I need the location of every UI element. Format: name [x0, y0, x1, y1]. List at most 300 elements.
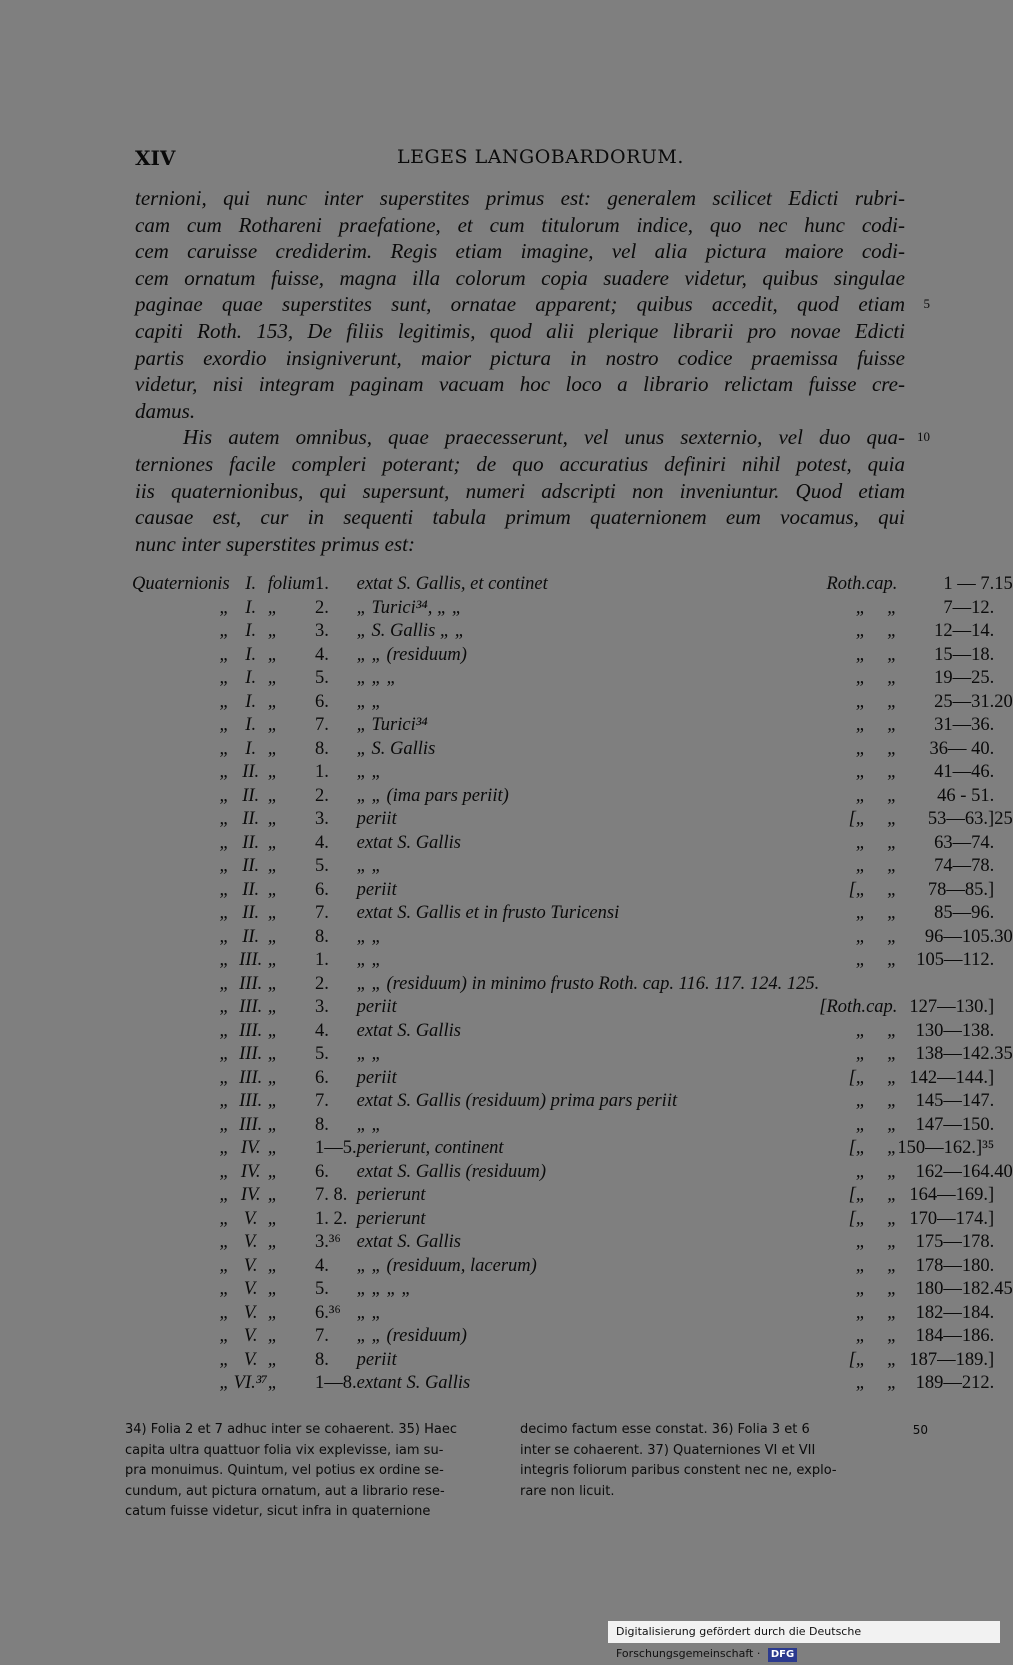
- folium-label: „: [267, 997, 279, 1018]
- quaternion-number: III.: [239, 1091, 263, 1112]
- source-label: „: [855, 691, 867, 712]
- page-header: [135, 146, 910, 170]
- folium-description: „ „: [356, 856, 382, 877]
- intro-line: damus.: [135, 398, 196, 423]
- quaternion-number: II.: [242, 856, 260, 877]
- folium-label: „: [267, 738, 279, 759]
- folium-number: 1.: [315, 762, 329, 783]
- chapter-label: „: [887, 668, 898, 689]
- folium-label: „: [267, 1208, 279, 1229]
- chapter-label: „: [887, 1208, 898, 1229]
- folium-description: „ „ (residuum): [356, 644, 467, 665]
- row-label: „: [219, 1185, 230, 1206]
- source-label: „: [855, 832, 867, 853]
- chapter-label: „: [887, 856, 898, 877]
- folium-description: „ „ „ „: [356, 1279, 412, 1300]
- page-number: XIV: [135, 146, 176, 170]
- source-label: [„: [848, 879, 867, 900]
- table-row: [132, 667, 1013, 691]
- intro-line: cam cum Rothareni praefatione, et cum titulorum indice, quo nec hunc codi-: [135, 212, 905, 237]
- chapter-range: 145—147.: [915, 1091, 995, 1112]
- folium-description: „ Turici³⁴: [356, 715, 428, 736]
- row-label: Quaternionis: [132, 574, 230, 595]
- table-row: [132, 902, 1013, 926]
- line-number: [994, 761, 1013, 785]
- chapter-label: „: [887, 1373, 898, 1394]
- line-number: [994, 1090, 1013, 1114]
- chapter-label: „: [887, 950, 898, 971]
- folium-label: „: [267, 644, 279, 665]
- line-number: [994, 1231, 1013, 1255]
- source-label: „: [855, 1302, 867, 1323]
- footnote-line: integris foliorum paribus constent nec ne, explo-: [520, 1463, 837, 1478]
- chapter-label: „: [887, 1044, 898, 1065]
- source-label: „: [855, 644, 867, 665]
- intro-line: videtur, nisi integram paginam vacuam hoc loco a librario relictam fuisse cre-: [135, 372, 905, 397]
- row-label: „: [219, 1232, 230, 1253]
- line-number: [994, 1208, 1013, 1232]
- folium-label: „: [267, 1279, 279, 1300]
- folium-label: folium: [267, 574, 315, 595]
- quaternion-number: II.: [242, 879, 260, 900]
- intro-line-wrap: [135, 424, 930, 451]
- folium-number: 2.: [315, 785, 329, 806]
- source-label: „: [855, 1114, 867, 1135]
- chapter-range: 105—112.: [916, 950, 995, 971]
- quaternion-number: III.: [239, 950, 263, 971]
- folium-description: extat S. Gallis: [356, 1020, 461, 1041]
- chapter-range: 25—31.: [934, 691, 995, 712]
- quaternion-number: II.: [242, 762, 260, 783]
- folium-label: „: [267, 715, 279, 736]
- row-label: „: [219, 1091, 230, 1112]
- quaternion-number: V.: [243, 1208, 258, 1229]
- folium-label: „: [267, 1302, 279, 1323]
- chapter-label: „: [887, 1185, 898, 1206]
- chapter-range: [897, 973, 994, 997]
- folium-description: perierunt, continent: [356, 1138, 504, 1159]
- line-number: [994, 1302, 1013, 1326]
- chapter-range: 31—36.: [934, 715, 995, 736]
- row-label: „: [219, 738, 230, 759]
- chapter-range: 130—138.: [915, 1020, 995, 1041]
- quaternion-number: V.: [243, 1349, 258, 1370]
- folium-description: extat S. Gallis: [356, 832, 461, 853]
- chapter-label: „: [887, 1020, 898, 1041]
- footnote-line: catum fuisse videtur, sicut infra in quaternione: [125, 1504, 431, 1519]
- row-label: „: [219, 856, 230, 877]
- source-label: „: [855, 926, 867, 947]
- folium-description: periit: [356, 809, 397, 830]
- chapter-label: „: [887, 1279, 898, 1300]
- source-label: [„: [848, 1349, 867, 1370]
- folium-description: „ „: [356, 762, 382, 783]
- source-label: [819, 973, 866, 997]
- line-number: 10: [917, 429, 930, 445]
- folium-description: „ „: [356, 1114, 382, 1135]
- source-label: [„: [848, 1067, 867, 1088]
- chapter-label: cap.: [866, 997, 898, 1018]
- folium-description: periit: [356, 879, 397, 900]
- table-row: [132, 1231, 1013, 1255]
- quaternion-number: II.: [242, 926, 260, 947]
- line-number: [994, 620, 1013, 644]
- source-label: Roth.: [826, 574, 867, 595]
- source-label: „: [855, 1232, 867, 1253]
- folium-description: extant S. Gallis: [356, 1373, 471, 1394]
- table-row: [132, 1349, 1013, 1373]
- chapter-label: „: [887, 1349, 898, 1370]
- intro-line: nunc inter superstites primus est:: [135, 531, 415, 556]
- line-number: 20: [994, 691, 1013, 712]
- quaternion-number: III.: [239, 1020, 263, 1041]
- chapter-range: 180—182.: [915, 1279, 995, 1300]
- chapter-range: 162—164.: [915, 1161, 995, 1182]
- folium-label: „: [267, 1349, 279, 1370]
- quaternion-number: I.: [245, 621, 257, 642]
- chapter-range: 96—105.: [924, 926, 995, 947]
- row-label: „: [219, 644, 230, 665]
- folium-label: „: [267, 1232, 279, 1253]
- source-label: „: [855, 1326, 867, 1347]
- table-row: [132, 738, 1013, 762]
- chapter-range: 184—186.: [915, 1326, 995, 1347]
- folium-description: periit: [356, 1349, 397, 1370]
- row-label: „: [219, 1044, 230, 1065]
- intro-text: [135, 185, 930, 557]
- folium-description: „ „: [356, 1044, 382, 1065]
- line-number: 50: [912, 1423, 928, 1437]
- source-label: „: [855, 762, 867, 783]
- table-row: [132, 597, 1013, 621]
- row-label: „: [219, 1326, 230, 1347]
- folium-label: „: [267, 879, 279, 900]
- line-number: [994, 1114, 1013, 1138]
- folium-description: „ „ (ima pars periit): [356, 785, 509, 806]
- folium-label: „: [267, 1326, 279, 1347]
- line-number: [994, 1137, 1013, 1161]
- intro-line: ternioni, qui nunc inter superstites primus est: generalem scilicet Edicti rubri-: [135, 186, 905, 210]
- table-row: [132, 1184, 1013, 1208]
- source-label: „: [855, 903, 867, 924]
- table-row: [132, 620, 1013, 644]
- folium-description: „ „: [356, 950, 382, 971]
- folium-description: extat S. Gallis et in frusto Turicensi: [356, 903, 620, 924]
- folium-number: 1—8.: [315, 1373, 357, 1394]
- folium-description: extat S. Gallis (residuum) prima pars periit: [356, 1091, 678, 1112]
- chapter-range: 138—142.: [915, 1044, 995, 1065]
- folium-number: 1.: [315, 574, 329, 595]
- folium-label: „: [267, 1044, 279, 1065]
- source-label: „: [855, 1255, 867, 1276]
- intro-line: His autem omnibus, quae praecesserunt, vel unus sexternio, vel duo qua-: [183, 425, 905, 450]
- chapter-label: „: [887, 691, 898, 712]
- folium-number: 2.: [315, 597, 329, 618]
- quaternion-number: II.: [242, 785, 260, 806]
- folium-description: extat S. Gallis: [356, 1232, 461, 1253]
- folium-description: „ „ „: [356, 668, 397, 689]
- table-row: [132, 644, 1013, 668]
- quaternion-number: I.: [245, 668, 257, 689]
- chapter-range: 36— 40.: [929, 738, 995, 759]
- line-number: 35: [994, 1044, 1013, 1065]
- row-label: „: [219, 926, 230, 947]
- table-row: [132, 573, 1013, 597]
- folium-number: 1. 2.: [315, 1208, 348, 1229]
- chapter-label: „: [887, 1161, 898, 1182]
- chapter-label: „: [887, 1302, 898, 1323]
- row-label: „: [219, 715, 230, 736]
- source-label: „: [855, 785, 867, 806]
- row-label: „: [219, 1373, 230, 1394]
- table-row: [132, 973, 1013, 997]
- source-label: „: [855, 950, 867, 971]
- intro-line: capiti Roth. 153, De filiis legitimis, quod alii plerique librarii pro novae Edicti: [135, 318, 905, 343]
- folium-label: „: [267, 950, 279, 971]
- source-label: „: [855, 1044, 867, 1065]
- folium-label: „: [267, 1185, 279, 1206]
- folium-number: 8.: [315, 1114, 329, 1135]
- line-number: [994, 902, 1013, 926]
- quaternion-number: I.: [245, 644, 257, 665]
- footnote-line: rare non licuit.: [520, 1483, 615, 1499]
- source-label: „: [855, 597, 867, 618]
- table-row: [132, 996, 1013, 1020]
- line-number: 30: [994, 926, 1013, 947]
- chapter-label: „: [887, 644, 898, 665]
- line-number: [994, 1325, 1013, 1349]
- folium-label: „: [267, 832, 279, 853]
- folium-label: „: [267, 1255, 279, 1276]
- row-label: „: [219, 973, 230, 994]
- row-label: „: [219, 950, 230, 971]
- row-label: „: [219, 1255, 230, 1276]
- footnote-line: 34) Folia 2 et 7 adhuc inter se cohaerent. 35) Haec: [125, 1422, 457, 1437]
- source-label: „: [855, 1279, 867, 1300]
- folium-number: 8.: [315, 926, 329, 947]
- chapter-label: „: [887, 1114, 898, 1135]
- table-row: [132, 1372, 1013, 1396]
- quaternion-number: I.: [245, 738, 257, 759]
- quaternion-number: II.: [242, 809, 260, 830]
- intro-line: paginae quae superstites sunt, ornatae apparent; quibus accedit, quod etiam: [135, 292, 905, 317]
- folium-number: 6.: [315, 691, 329, 712]
- folium-label: „: [267, 1114, 279, 1135]
- quaternion-number: III.: [239, 997, 263, 1018]
- folium-label: „: [267, 1138, 279, 1159]
- folium-number: 7.: [315, 1091, 329, 1112]
- chapter-range: 53—63.]: [927, 809, 995, 830]
- folium-number: 6.: [315, 1067, 329, 1088]
- line-number: [994, 1255, 1013, 1279]
- folium-label: „: [267, 1067, 279, 1088]
- row-label: „: [219, 1161, 230, 1182]
- chapter-range: 19—25.: [934, 668, 995, 689]
- folium-label: „: [267, 1161, 279, 1182]
- row-label: „: [219, 1208, 230, 1229]
- row-label: „: [219, 762, 230, 783]
- row-label: „: [219, 997, 230, 1018]
- quaternion-number: VI.³⁷: [233, 1373, 268, 1394]
- source-label: „: [855, 1020, 867, 1041]
- table-row: [132, 832, 1013, 856]
- folium-number: 7.: [315, 715, 329, 736]
- row-label: „: [219, 691, 230, 712]
- folium-label: „: [267, 1091, 279, 1112]
- folium-description: perierunt: [356, 1185, 426, 1206]
- table-row: [132, 785, 1013, 809]
- line-number: [994, 973, 1013, 997]
- chapter-range: 150—162.]³⁵: [897, 1138, 995, 1159]
- quaternion-number: V.: [243, 1232, 258, 1253]
- row-label: „: [219, 785, 230, 806]
- table-row: [132, 1255, 1013, 1279]
- table-row: [132, 855, 1013, 879]
- line-number: [994, 855, 1013, 879]
- source-label: „: [855, 1161, 867, 1182]
- folium-number: 8.: [315, 738, 329, 759]
- folium-description: extat S. Gallis, et continet: [356, 574, 548, 595]
- folium-description: „ S. Gallis: [356, 738, 436, 759]
- line-number: 25: [994, 809, 1013, 830]
- folium-description: „ „ (residuum): [356, 1326, 467, 1347]
- line-number: [994, 996, 1013, 1020]
- chapter-range: 147—150.: [915, 1114, 995, 1135]
- table-row: [132, 691, 1013, 715]
- banner-text: Digitalisierung gefördert durch die Deutsche Forschungsgemeinschaft ·: [616, 1625, 862, 1660]
- chapter-range: 63—74.: [934, 832, 995, 853]
- source-label: [Roth.: [819, 997, 867, 1018]
- table-row: [132, 879, 1013, 903]
- source-label: „: [855, 1373, 867, 1394]
- footnote-line: inter se cohaerent. 37) Quaterniones VI et VII: [520, 1442, 816, 1458]
- chapter-range: 182—184.: [915, 1302, 995, 1323]
- chapter-label: „: [887, 621, 898, 642]
- chapter-range: 175—178.: [915, 1232, 995, 1253]
- table-row: [132, 1067, 1013, 1091]
- row-label: „: [219, 597, 230, 618]
- table-row: [132, 714, 1013, 738]
- line-number: [994, 1067, 1013, 1091]
- folium-description: „ Turici³⁴, „ „: [356, 597, 463, 618]
- source-label: „: [855, 856, 867, 877]
- chapter-label: „: [887, 1326, 898, 1347]
- chapter-label: „: [887, 1255, 898, 1276]
- folium-number: 6.³⁶: [315, 1302, 341, 1323]
- chapter-range: 41—46.: [934, 762, 995, 783]
- table-row: [132, 1325, 1013, 1349]
- folium-number: 3.: [315, 809, 329, 830]
- chapter-label: „: [887, 785, 898, 806]
- footnote-line: cundum, aut pictura ornatum, aut a librario rese-: [125, 1483, 445, 1499]
- table-row: [132, 1161, 1013, 1185]
- chapter-label: „: [887, 809, 898, 830]
- source-label: [„: [848, 1208, 867, 1229]
- source-label: [„: [848, 1185, 867, 1206]
- table-row: [132, 949, 1013, 973]
- chapter-range: 127—130.]: [909, 997, 995, 1018]
- folium-description: periit: [356, 1067, 397, 1088]
- source-label: „: [855, 668, 867, 689]
- quaternion-number: II.: [242, 832, 260, 853]
- folium-number: 4.: [315, 1020, 329, 1041]
- folium-number: 7.: [315, 903, 329, 924]
- line-number: [994, 738, 1013, 762]
- chapter-range: 7—12.: [943, 597, 995, 618]
- line-number: [994, 644, 1013, 668]
- row-label: „: [219, 832, 230, 853]
- chapter-label: „: [887, 1232, 898, 1253]
- line-number: [994, 1372, 1013, 1396]
- intro-line: iis quaternionibus, qui supersunt, numeri adscripti non inveniuntur. Quod etiam: [135, 478, 905, 503]
- line-number: [994, 832, 1013, 856]
- row-label: „: [219, 903, 230, 924]
- row-label: „: [219, 1138, 230, 1159]
- folium-label: „: [267, 1373, 279, 1394]
- line-number: [994, 879, 1013, 903]
- folium-description: periit: [356, 997, 397, 1018]
- chapter-range: 15—18.: [934, 644, 995, 665]
- chapter-range: 1 — 7.: [943, 574, 995, 595]
- line-number: [994, 1020, 1013, 1044]
- folium-description: „ „: [356, 926, 382, 947]
- row-label: „: [219, 1349, 230, 1370]
- table-row: [132, 1208, 1013, 1232]
- folium-number: 6.: [315, 879, 329, 900]
- folium-number: 5.: [315, 1044, 329, 1065]
- row-label: „: [219, 1114, 230, 1135]
- folium-label: „: [267, 621, 279, 642]
- chapter-range: 74—78.: [934, 856, 995, 877]
- table-row: [132, 761, 1013, 785]
- chapter-range: 189—212.: [915, 1373, 995, 1394]
- chapter-range: 85—96.: [934, 903, 995, 924]
- dfg-logo: DFG: [768, 1648, 797, 1662]
- quaternion-number: V.: [243, 1326, 258, 1347]
- folium-description: perierunt: [356, 1208, 426, 1229]
- chapter-label: „: [887, 1138, 898, 1159]
- chapter-range: 46 - 51.: [937, 785, 995, 806]
- folium-number: 2.: [315, 973, 329, 994]
- chapter-range: 178—180.: [915, 1255, 995, 1276]
- chapter-label: „: [887, 903, 898, 924]
- table-row: [132, 1043, 1013, 1067]
- folium-description: „ S. Gallis „ „: [356, 621, 466, 642]
- chapter-label: „: [887, 1091, 898, 1112]
- row-label: „: [219, 1279, 230, 1300]
- folium-description: extat S. Gallis (residuum): [356, 1161, 547, 1182]
- chapter-label: „: [887, 926, 898, 947]
- source-label: [„: [848, 1138, 867, 1159]
- row-label: „: [219, 879, 230, 900]
- chapter-label: „: [887, 597, 898, 618]
- chapter-label: „: [887, 879, 898, 900]
- chapter-range: 170—174.]: [909, 1208, 995, 1229]
- quaternion-number: V.: [243, 1279, 258, 1300]
- table-row: [132, 1090, 1013, 1114]
- chapter-range: 142—144.]: [909, 1067, 995, 1088]
- folium-number: 7.: [315, 1326, 329, 1347]
- chapter-label: „: [887, 832, 898, 853]
- folium-description: „ „: [356, 691, 382, 712]
- chapter-label: „: [887, 715, 898, 736]
- table-row: [132, 926, 1013, 950]
- footnotes-column-2: [520, 1420, 928, 1502]
- folium-number: 4.: [315, 1255, 329, 1276]
- chapter-label: „: [887, 738, 898, 759]
- folium-number: 5.: [315, 1279, 329, 1300]
- folium-label: „: [267, 762, 279, 783]
